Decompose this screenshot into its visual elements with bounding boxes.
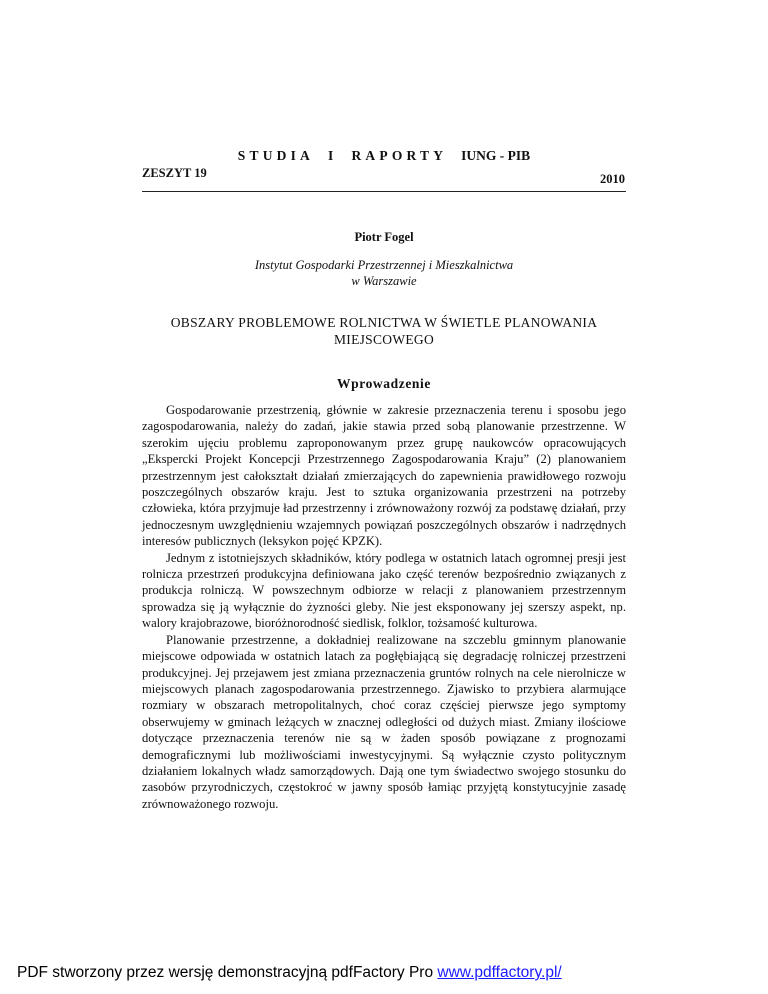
title-line-2: MIEJSCOWEGO bbox=[333, 332, 435, 347]
section-heading: Wprowadzenie bbox=[337, 376, 431, 391]
publication-year: 2010 bbox=[600, 172, 625, 186]
affiliation-line-1: Instytut Gospodarki Przestrzennej i Mieszkalnictwa bbox=[254, 258, 514, 272]
body-paragraph-1: Gospodarowanie przestrzenią, głównie w zakresie przeznaczenia terenu i sposobu jego zagospodarowania, należy do zadań, jakie stawia przed sobą planowanie przestrzenne. W szerokim ujęciu problemu zaproponowanym przez grupę naukowców opracowujących „Ekspercki Projekt Koncepcji Przestrzennego Zagospodarowania Kraju” (2) planowaniem przestrzennym jest całokształt działań zmierzających do zapewnienia prawidłowego rozwoju poszczególnych obszarów kraju. Jest to sztuka organizowania przestrzeni na potrzeby człowieka, która przyjmuje ład przestrzenny i zrównoważony rozwój za podstawę działań, przy jednoczesnym uwzględnieniu wzajemnych powiązań poszczególnych obszarów i nadrzędnych interesów publicznych (leksykon pojęć KPZK). bbox=[142, 403, 626, 549]
pdf-watermark-footer bbox=[17, 964, 562, 982]
footer-link[interactable]: www.pdffactory.pl/ bbox=[437, 964, 562, 981]
author-affiliation bbox=[0, 257, 768, 289]
title-line-1: OBSZARY PROBLEMOWE ROLNICTWA W ŚWIETLE PLANOWANIA bbox=[170, 315, 598, 330]
journal-series-title bbox=[0, 148, 768, 164]
series-word-raporty: RAPORTY bbox=[351, 148, 448, 163]
footer-text: PDF stworzony przez wersję demonstracyjną pdfFactory Pro bbox=[17, 964, 438, 981]
body-paragraph-2: Jednym z istotniejszych składników, który podlega w ostatnich latach ogromnej presji jest rolnicza przestrzeń produkcyjna definiowana jako część terenów bezpośrednio związanych z produkcja rolniczą. W powszechnym odbiorze w relacji z planowaniem przestrzennym sprowadza się ją wyłącznie do żyzności gleby. Nie jest eksponowany jej szerszy aspekt, np. walory krajobrazowe, bioróżnorodność siedlisk, folklor, tożsamość kulturowa. bbox=[142, 550, 626, 631]
affiliation-line-2: w Warszawie bbox=[351, 274, 417, 288]
body-paragraph-3: Planowanie przestrzenne, a dokładniej realizowane na szczeblu gminnym planowanie miejscowe odpowiada w ostatnich latach za pogłębiającą się degradację rolniczej przestrzeni produkcyjnej. Jej przejawem jest zmiana przeznaczenia gruntów rolnych na cele nierolnicze w miejscowych planach zagospodarowania przestrzennego. Zjawisko to przybiera alarmujące rozmiary w obszarach metropolitalnych, choć coraz częściej pierwsze jego symptomy obserwujemy w gminach leżących w znacznej odległości od dużych miast. Zmiany ilościowe dotyczące przeznaczenia terenów nie są w żaden sposób powiązane z prognozami demograficznymi lub możliwościami inwestycyjnymi. Są wyłącznie czysto politycznym działaniem lokalnych władz samorządowych. Dają one tym świadectwo swojego stosunku do zasobów przyrodniczych, częstokroć w jawny sposób łamiąc przyjętą konstytucyjnie zasadę zrównoważonego rozwoju. bbox=[142, 632, 626, 811]
series-word-studia: STUDIA bbox=[237, 148, 315, 163]
header-rule bbox=[142, 191, 626, 192]
article-body bbox=[142, 402, 626, 812]
article-title bbox=[0, 314, 768, 348]
series-word-i: I bbox=[328, 148, 338, 163]
issue-number: ZESZYT 19 bbox=[142, 166, 207, 180]
author-name: Piotr Fogel bbox=[354, 230, 414, 244]
series-institute: IUNG - PIB bbox=[461, 148, 531, 163]
